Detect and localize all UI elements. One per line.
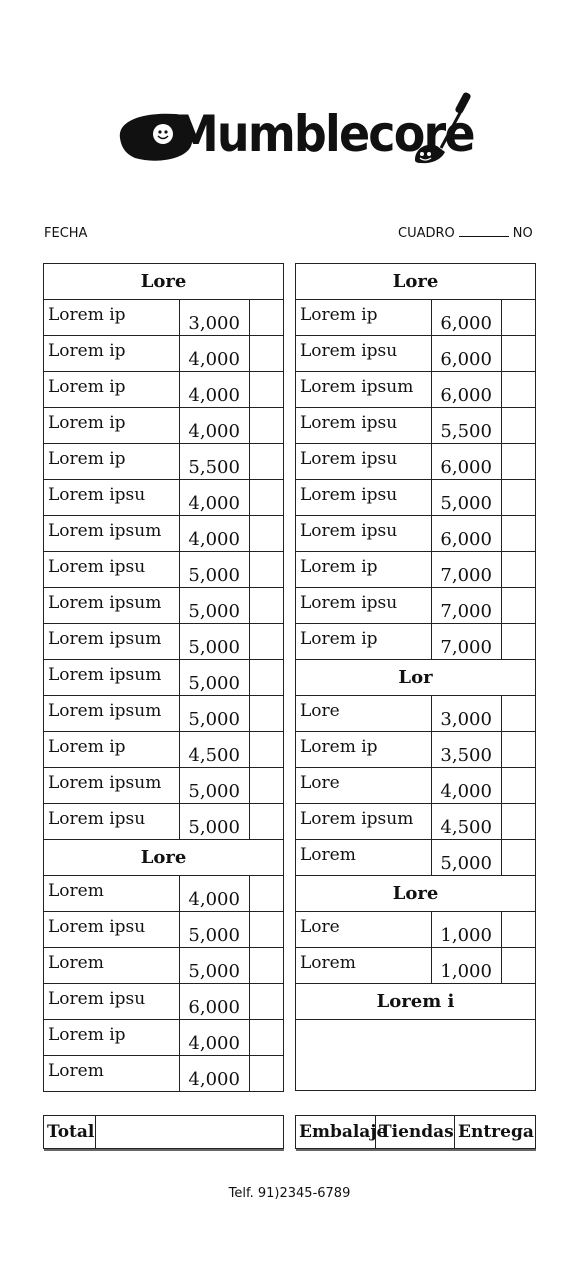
delivery-box: [295, 1115, 536, 1149]
item-name: Lore: [296, 696, 432, 732]
table-row: [296, 372, 536, 408]
phone-number: Telf. 91)2345-6789: [228, 1186, 351, 1201]
qty-cell: [249, 732, 283, 768]
qty-cell: [249, 516, 283, 552]
item-name: Lorem ip: [296, 552, 432, 588]
item-price: 4,500: [179, 732, 249, 768]
table-row: [296, 696, 536, 732]
qty-cell: [501, 696, 535, 732]
item-name: Lorem ipsu: [44, 912, 180, 948]
table-row: [44, 732, 284, 768]
table-row: [44, 480, 284, 516]
qty-cell: [501, 912, 535, 948]
item-price: 5,000: [179, 552, 249, 588]
cuadro-no-field: [398, 226, 533, 241]
item-name: Lorem ipsum: [296, 372, 432, 408]
table-row: [44, 948, 284, 984]
item-price: 5,000: [179, 804, 249, 840]
table-row: [296, 480, 536, 516]
item-price: 6,000: [431, 336, 501, 372]
item-name: Lorem ipsum: [44, 768, 180, 804]
item-name: Lorem ipsum: [44, 624, 180, 660]
tiendas-label: Tiendas: [376, 1116, 455, 1149]
item-name: Lorem ipsum: [44, 696, 180, 732]
table-row: [44, 336, 284, 372]
item-name: Lorem ip: [296, 300, 432, 336]
item-price: 4,000: [179, 480, 249, 516]
item-price: 4,000: [179, 1056, 249, 1092]
blank-notes-cell: [296, 1020, 536, 1091]
brand-name: Mumblecore: [173, 105, 474, 163]
table-row: [44, 408, 284, 444]
qty-cell: [501, 948, 535, 984]
item-price: 6,000: [431, 444, 501, 480]
table-row: [44, 876, 284, 912]
qty-cell: [249, 336, 283, 372]
qty-cell: [249, 696, 283, 732]
qty-cell: [501, 516, 535, 552]
item-price: 5,000: [179, 768, 249, 804]
item-price: 7,000: [431, 588, 501, 624]
table-row: [44, 660, 284, 696]
item-name: Lorem ipsu: [296, 588, 432, 624]
item-name: Lorem ip: [44, 408, 180, 444]
section-title: Lor: [296, 660, 536, 696]
qty-cell: [501, 300, 535, 336]
table-row: [296, 768, 536, 804]
item-name: Lorem ipsu: [296, 336, 432, 372]
qty-cell: [249, 1020, 283, 1056]
table-row: [296, 732, 536, 768]
item-name: Lorem ipsu: [296, 480, 432, 516]
table-row: [296, 300, 536, 336]
item-price: 3,000: [431, 696, 501, 732]
item-name: Lorem ip: [296, 732, 432, 768]
qty-cell: [249, 372, 283, 408]
item-name: Lorem ip: [44, 732, 180, 768]
table-row: [44, 1020, 284, 1056]
item-name: Lorem ipsu: [44, 480, 180, 516]
item-name: Lorem ipsum: [44, 660, 180, 696]
qty-cell: [501, 804, 535, 840]
table-row: [296, 588, 536, 624]
right-price-table: [295, 263, 536, 1091]
item-price: 7,000: [431, 552, 501, 588]
item-price: 3,500: [431, 732, 501, 768]
item-price: 3,000: [179, 300, 249, 336]
item-price: 5,000: [431, 480, 501, 516]
item-price: 7,000: [431, 624, 501, 660]
qty-cell: [249, 624, 283, 660]
table-row: [296, 840, 536, 876]
item-name: Lorem: [44, 876, 180, 912]
total-box: [43, 1115, 284, 1149]
item-name: Lorem ip: [44, 444, 180, 480]
qty-cell: [249, 804, 283, 840]
table-row: [44, 372, 284, 408]
table-row: [296, 552, 536, 588]
blank-notes-row: [296, 1020, 536, 1091]
item-price: 5,000: [179, 948, 249, 984]
table-row: [296, 408, 536, 444]
table-row: [44, 984, 284, 1020]
item-name: Lorem: [296, 840, 432, 876]
item-price: 6,000: [431, 516, 501, 552]
item-price: 4,000: [179, 372, 249, 408]
item-price: 5,000: [179, 588, 249, 624]
table-row: [296, 516, 536, 552]
qty-cell: [249, 480, 283, 516]
item-price: 5,000: [431, 840, 501, 876]
item-name: Lorem ip: [44, 1020, 180, 1056]
no-label: NO: [512, 226, 533, 241]
table-row: [44, 588, 284, 624]
item-price: 5,000: [179, 912, 249, 948]
item-name: Lorem ipsu: [296, 444, 432, 480]
table-row: [296, 336, 536, 372]
qty-cell: [501, 768, 535, 804]
section-header-row: [296, 660, 536, 696]
item-name: Lorem ipsum: [44, 516, 180, 552]
item-price: 4,000: [179, 408, 249, 444]
table-row: [44, 444, 284, 480]
item-price: 5,500: [179, 444, 249, 480]
qty-cell: [501, 552, 535, 588]
qty-cell: [501, 480, 535, 516]
table-row: [44, 1056, 284, 1092]
item-price: 4,000: [179, 516, 249, 552]
qty-cell: [249, 660, 283, 696]
item-price: 5,000: [179, 624, 249, 660]
table-row: [296, 912, 536, 948]
qty-cell: [501, 336, 535, 372]
item-price: 6,000: [431, 300, 501, 336]
total-value-cell: [96, 1116, 284, 1149]
table-row: [44, 768, 284, 804]
item-name: Lore: [296, 768, 432, 804]
item-price: 4,000: [179, 876, 249, 912]
left-price-table: [43, 263, 284, 1092]
table-row: [296, 444, 536, 480]
qty-cell: [501, 408, 535, 444]
item-name: Lorem ip: [44, 336, 180, 372]
cuadro-label: CUADRO: [398, 226, 455, 241]
item-price: 1,000: [431, 912, 501, 948]
section-header-row: [296, 264, 536, 300]
item-name: Lorem ip: [44, 372, 180, 408]
section-title: Lore: [44, 264, 284, 300]
table-row: [296, 948, 536, 984]
item-name: Lorem ipsum: [44, 588, 180, 624]
item-price: 5,500: [431, 408, 501, 444]
qty-cell: [501, 444, 535, 480]
item-price: 5,000: [179, 660, 249, 696]
section-header-row: [296, 876, 536, 912]
item-name: Lorem: [44, 1056, 180, 1092]
qty-cell: [249, 300, 283, 336]
table-row: [44, 912, 284, 948]
table-row: [44, 696, 284, 732]
item-price: 6,000: [431, 372, 501, 408]
section-title: Lore: [296, 264, 536, 300]
qty-cell: [249, 408, 283, 444]
item-name: Lorem: [296, 948, 432, 984]
item-name: Lorem ip: [296, 624, 432, 660]
item-price: 4,000: [431, 768, 501, 804]
table-row: [296, 624, 536, 660]
qty-cell: [249, 984, 283, 1020]
table-row: [44, 516, 284, 552]
qty-cell: [249, 588, 283, 624]
entrega-label: Entrega: [455, 1116, 536, 1149]
qty-cell: [501, 588, 535, 624]
item-name: Lorem ipsu: [296, 516, 432, 552]
item-name: Lore: [296, 912, 432, 948]
qty-cell: [501, 840, 535, 876]
qty-cell: [249, 948, 283, 984]
item-name: Lorem ipsu: [44, 984, 180, 1020]
table-row: [44, 804, 284, 840]
brand-logo: [115, 90, 475, 170]
total-label: Total: [44, 1116, 96, 1149]
item-price: 1,000: [431, 948, 501, 984]
table-row: [296, 804, 536, 840]
table-row: [44, 552, 284, 588]
item-name: Lorem ipsu: [44, 804, 180, 840]
qty-cell: [249, 768, 283, 804]
item-name: Lorem: [44, 948, 180, 984]
item-name: Lorem ipsu: [44, 552, 180, 588]
qty-cell: [501, 732, 535, 768]
item-price: 4,000: [179, 336, 249, 372]
item-name: Lorem ipsu: [296, 408, 432, 444]
table-row: [44, 624, 284, 660]
qty-cell: [249, 552, 283, 588]
table-row: [44, 300, 284, 336]
fecha-label: FECHA: [44, 226, 88, 241]
item-price: 4,500: [431, 804, 501, 840]
section-header-row: [44, 840, 284, 876]
qty-cell: [501, 624, 535, 660]
embalaje-label: Embalaje: [296, 1116, 376, 1149]
item-price: 6,000: [179, 984, 249, 1020]
qty-cell: [249, 444, 283, 480]
item-name: Lorem ip: [44, 300, 180, 336]
cuadro-blank-line: [459, 236, 509, 237]
item-name: Lorem ipsum: [296, 804, 432, 840]
qty-cell: [249, 876, 283, 912]
item-price: 5,000: [179, 696, 249, 732]
section-title: Lore: [44, 840, 284, 876]
section-title: Lorem i: [296, 984, 536, 1020]
qty-cell: [249, 1056, 283, 1092]
section-header-row: [296, 984, 536, 1020]
section-title: Lore: [296, 876, 536, 912]
qty-cell: [249, 912, 283, 948]
item-price: 4,000: [179, 1020, 249, 1056]
qty-cell: [501, 372, 535, 408]
section-header-row: [44, 264, 284, 300]
